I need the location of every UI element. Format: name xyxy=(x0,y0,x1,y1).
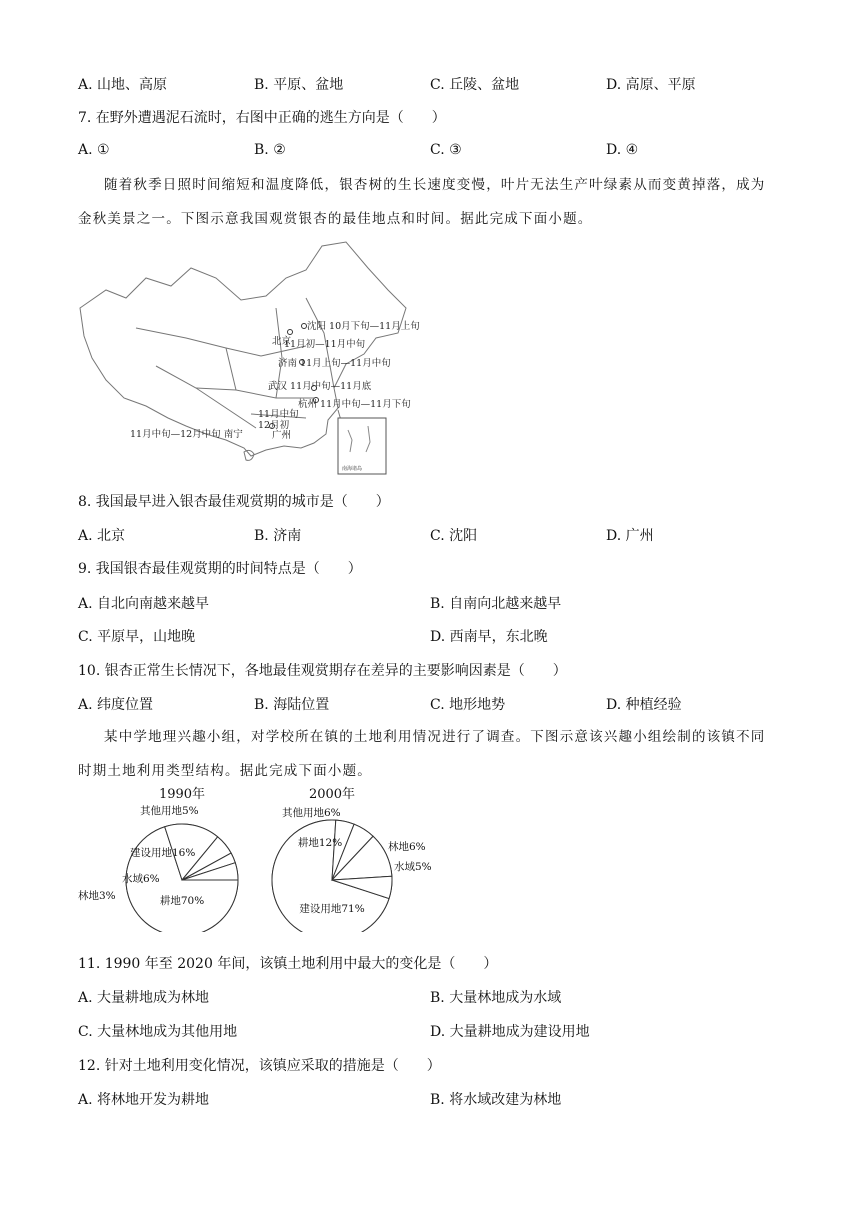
pie-chart-2000 xyxy=(262,784,452,932)
map-label-beijing: 北京 xyxy=(272,336,292,347)
q7-option-a: A. ① xyxy=(78,142,110,158)
q7-option-b: B. ② xyxy=(254,142,286,158)
q7-option-d: D. ④ xyxy=(606,142,639,158)
pie-title-0: 1990年 xyxy=(158,787,206,802)
passage-ginkgo-text: 随着秋季日照时间缩短和温度降低，银杏树的生长速度变慢，叶片无法生产叶绿素从而变黄掉落，成为金秋美景之一。下图示意我国观赏银杏的最佳地点和时间。据此完成下面小题。 xyxy=(78,177,766,227)
pie-label-1-0: 建设用地71% xyxy=(299,903,365,915)
china-ginkgo-map xyxy=(76,238,436,478)
pie-label-1-2: 林地6% xyxy=(388,841,426,853)
pie-label-0-2: 水域6% xyxy=(122,873,160,885)
q9-option-c: C. 平原早，山地晚 xyxy=(78,629,196,645)
map-label-wuhan: 武汉 11月中旬—11月底 xyxy=(268,381,372,392)
q11-option-a: A. 大量耕地成为林地 xyxy=(78,990,210,1006)
map-label-hangzhou: 杭州 11月中旬—11月下旬 xyxy=(298,399,411,410)
q10-option-d: D. 种植经验 xyxy=(606,697,682,713)
pie-label-1-3: 耕地12% xyxy=(297,837,343,849)
q12-option-b: B. 将水域改建为林地 xyxy=(430,1092,562,1108)
map-label-beijing-time: 11月初—11月中旬 xyxy=(284,339,366,350)
map-label-shenyang: 沈阳 10月下旬—11月上旬 xyxy=(307,321,420,332)
q8-option-b: B. 济南 xyxy=(254,528,302,544)
q12-stem: 12. 针对土地利用变化情况，该镇应采取的措施是（ ） xyxy=(78,1058,441,1074)
map-inset-label: 南海诸岛 xyxy=(342,466,363,472)
q12-option-a: A. 将林地开发为耕地 xyxy=(78,1092,210,1108)
q11-option-c: C. 大量林地成为其他用地 xyxy=(78,1024,238,1040)
q9-stem: 9. 我国银杏最佳观赏期的时间特点是（ ） xyxy=(78,561,362,577)
map-label-guangzhou-time1: 11月中旬 xyxy=(258,409,299,420)
q8-option-c: C. 沈阳 xyxy=(430,528,478,544)
pie-label-0-0: 耕地70% xyxy=(159,895,205,907)
passage-land-use xyxy=(78,720,778,788)
pie-label-1-4: 其他用地6% xyxy=(282,807,341,819)
passage-ginkgo xyxy=(78,168,778,236)
q6-option-d: D. 高原、平原 xyxy=(606,77,696,93)
q6-option-c: C. 丘陵、盆地 xyxy=(430,77,520,93)
q9-option-a: A. 自北向南越来越早 xyxy=(78,596,210,612)
q10-stem: 10. 银杏正常生长情况下，各地最佳观赏期存在差异的主要影响因素是（ ） xyxy=(78,663,567,679)
q10-option-a: A. 纬度位置 xyxy=(78,697,154,713)
q10-option-c: C. 地形地势 xyxy=(430,697,506,713)
q6-option-b: B. 平原、盆地 xyxy=(254,77,344,93)
map-label-guangzhou-time2: 12月初 xyxy=(258,420,290,431)
map-label-nanning: 11月中旬—12月中旬 南宁 xyxy=(130,429,243,440)
q7-stem: 7. 在野外遭遇泥石流时，右图中正确的逃生方向是（ ） xyxy=(78,110,446,126)
q10-option-b: B. 海陆位置 xyxy=(254,697,330,713)
q11-option-b: B. 大量林地成为水域 xyxy=(430,990,562,1006)
pie-label-1-1: 水域5% xyxy=(394,861,432,873)
q8-stem: 8. 我国最早进入银杏最佳观赏期的城市是（ ） xyxy=(78,494,390,510)
q7-option-c: C. ③ xyxy=(430,142,462,158)
pie-label-0-1: 建设用地16% xyxy=(130,847,196,859)
q9-option-b: B. 自南向北越来越早 xyxy=(430,596,562,612)
pie-title-1: 2000年 xyxy=(308,787,356,802)
q9-option-d: D. 西南早，东北晚 xyxy=(430,629,548,645)
q11-option-d: D. 大量耕地成为建设用地 xyxy=(430,1024,590,1040)
pie-label-0-4: 其他用地5% xyxy=(140,805,199,817)
pie-label-0-3: 林地3% xyxy=(78,890,116,902)
map-label-jinan: 济南 11月上旬—11月中旬 xyxy=(278,358,391,369)
q8-option-a: A. 北京 xyxy=(78,528,126,544)
q11-stem: 11. 1990 年至 2020 年间，该镇土地利用中最大的变化是（ ） xyxy=(78,956,498,972)
pie-chart-1990 xyxy=(70,784,260,932)
q8-option-d: D. 广州 xyxy=(606,528,654,544)
q6-option-a: A. 山地、高原 xyxy=(78,77,168,93)
map-label-guangzhou: 广州 xyxy=(272,430,292,441)
passage-land-use-text: 某中学地理兴趣小组，对学校所在镇的土地利用情况进行了调查。下图示意该兴趣小组绘制的该镇不同时期土地利用类型结构。据此完成下面小题。 xyxy=(78,729,766,779)
